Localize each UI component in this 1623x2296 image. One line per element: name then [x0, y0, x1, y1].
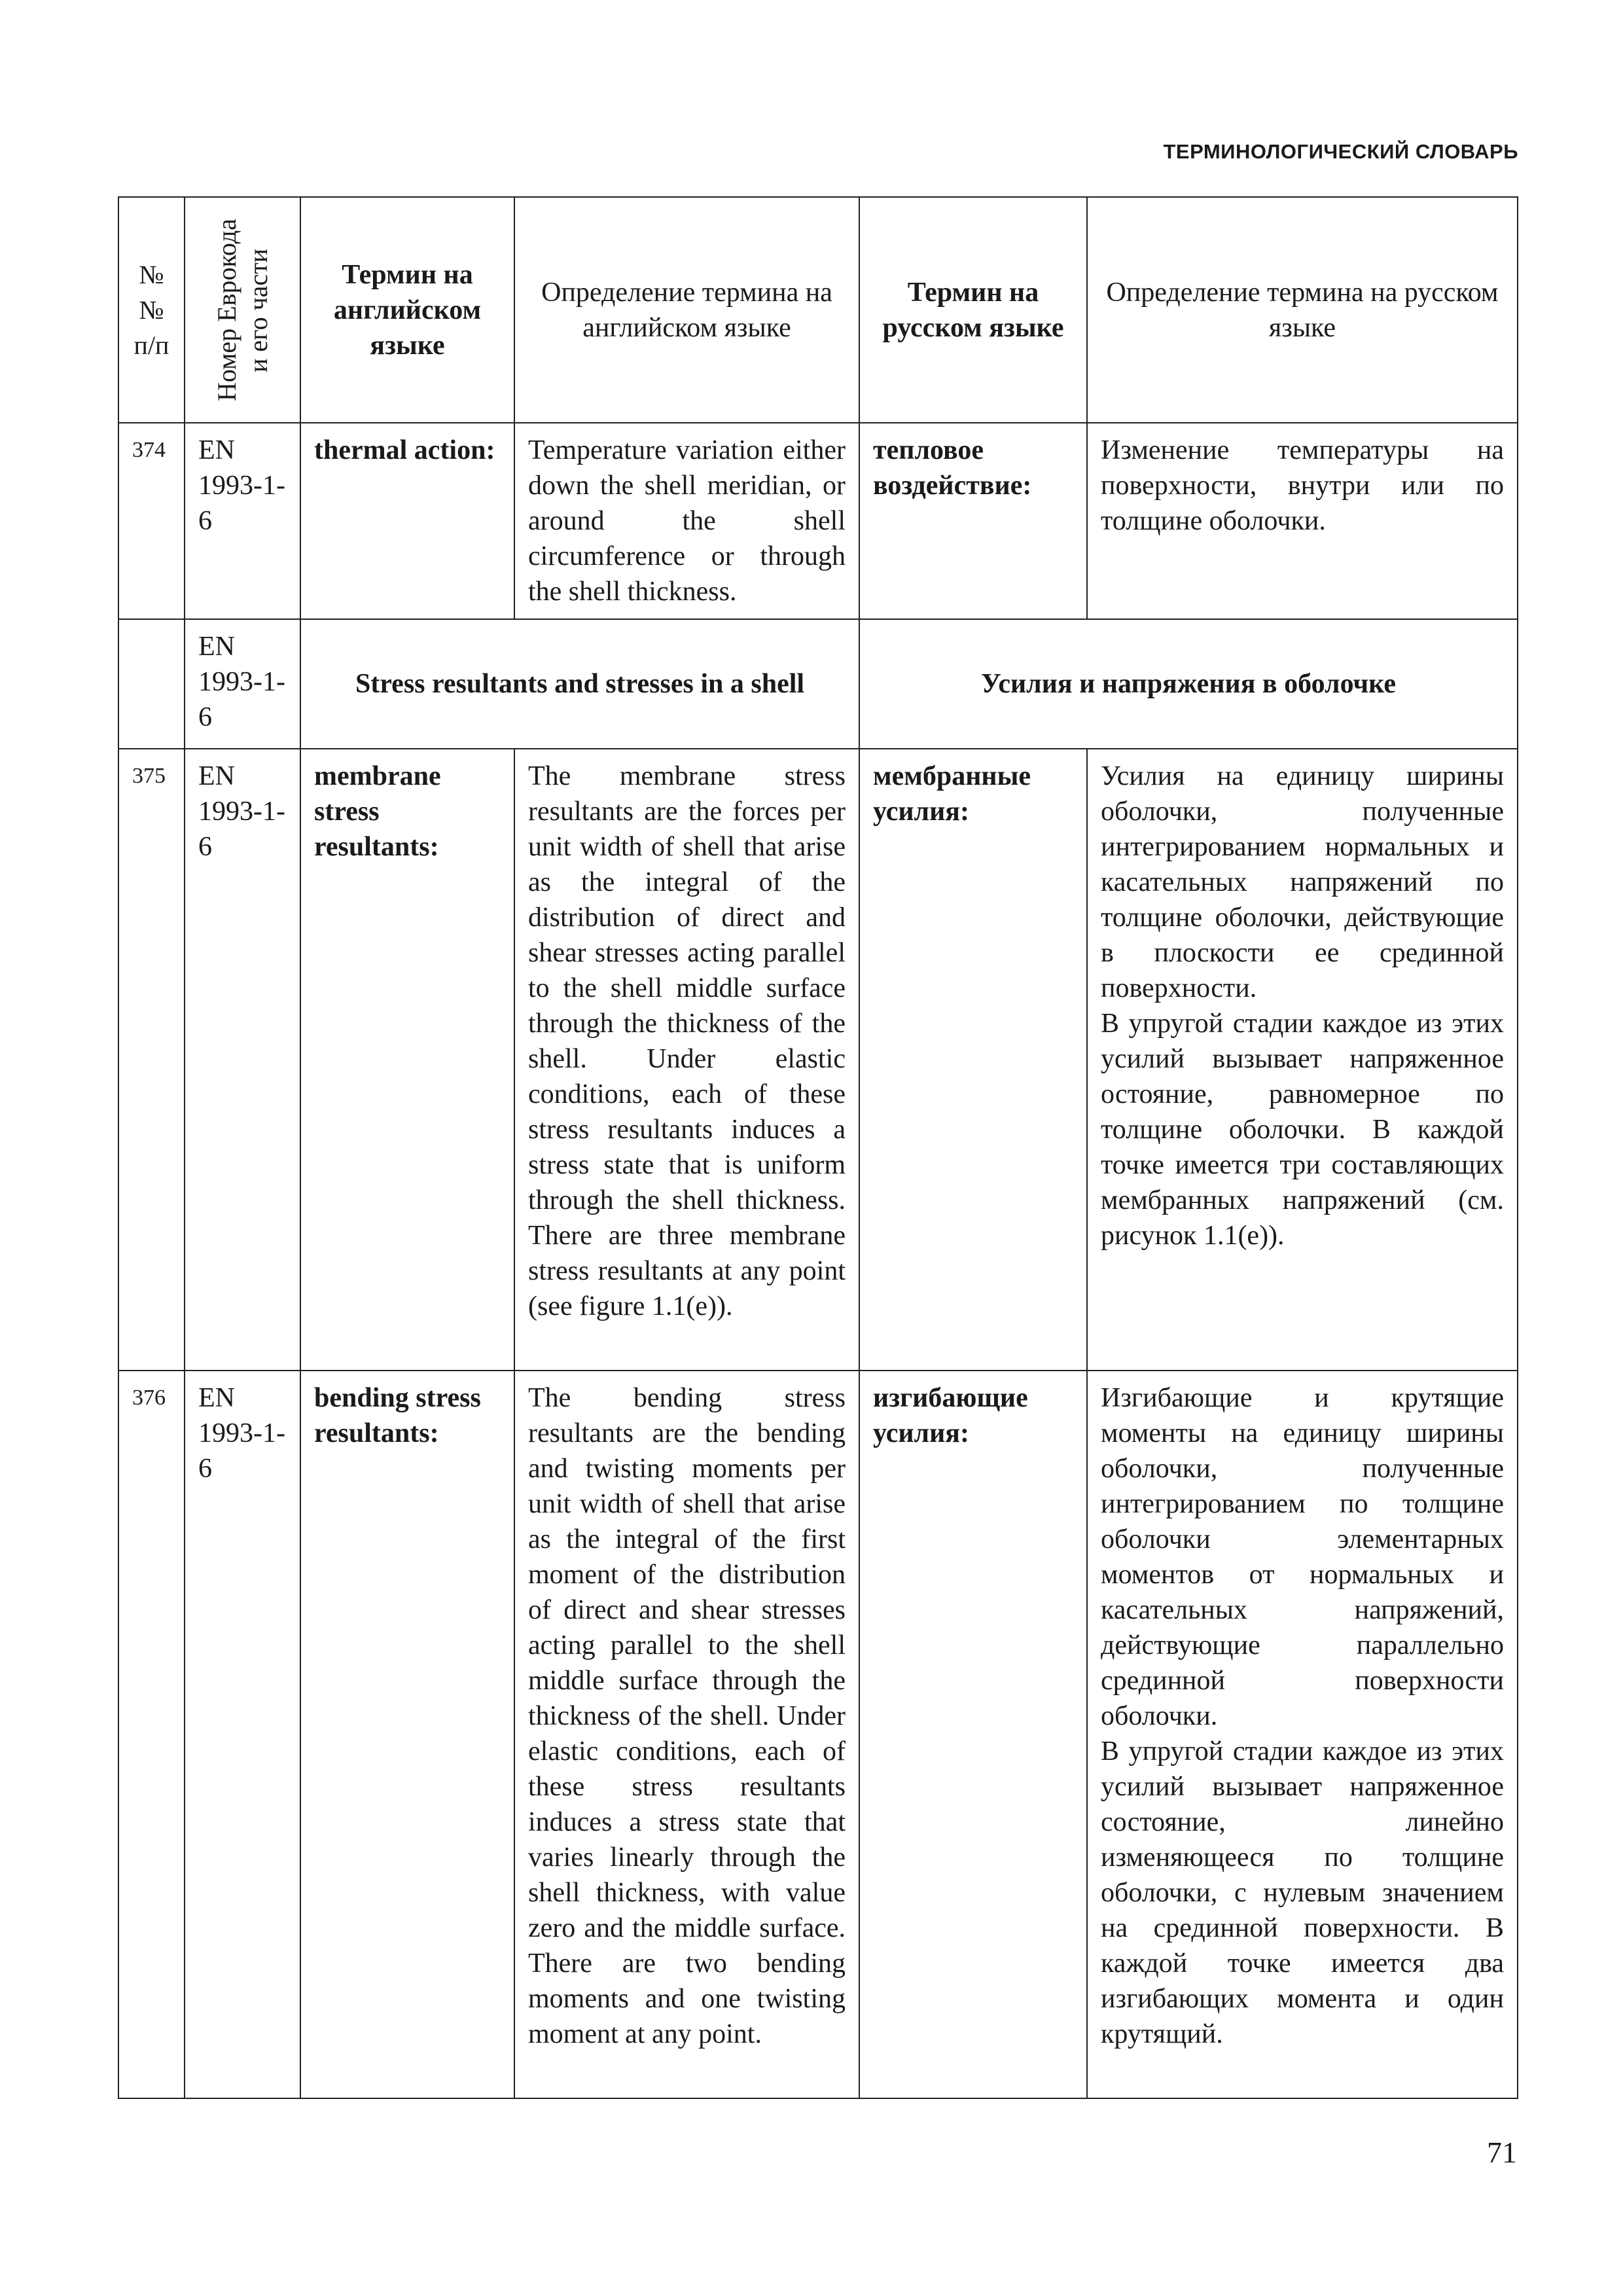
row-source: EN 1993-1-6	[185, 749, 300, 1371]
term-en: bending stress resultants:	[300, 1371, 514, 2098]
col-eurocode-label: Номер Еврокода и его части	[211, 219, 273, 401]
col-num-header: №№ п/п	[118, 197, 185, 423]
section-row	[118, 619, 1518, 749]
row-number: 376	[118, 1371, 185, 2098]
definition-en: The bending stress resultants are the bending and twisting moments per unit width of shell that arise as the integral of the first moment of the distribution of direct and shear stresses acting parallel to the shell middle surface through the thickness of the shell. Under elastic conditions, each of these stress resultants induces a stress state that varies linearly through the shell thickness, with value zero and the middle surface. There are two bending moments and one twisting moment at any point.	[514, 1371, 859, 2098]
term-en: membrane stress resultants:	[300, 749, 514, 1371]
definition-ru: Изменение температуры на поверхности, внутри или по толщине оболочки.	[1087, 423, 1518, 619]
col-eurocode-header	[185, 197, 300, 423]
definition-ru-paragraph: Изгибающие и крутящие моменты на единицу ширины оболочки, полученные интегрированием по толщине оболочки элементарных моментов от нормальных и касательных напряжений, действующие параллельно срединной поверхности оболочки.	[1101, 1383, 1504, 1731]
col-def-en-header: Определение термина на английском языке	[514, 197, 859, 423]
table-row	[118, 1371, 1518, 2098]
table-row	[118, 423, 1518, 619]
term-en: thermal action:	[300, 423, 514, 619]
term-ru: тепловое воздействие:	[859, 423, 1087, 619]
definition-ru-paragraph: В упругой стадии каждое из этих усилий вызывает напряженное состояние, линейно изменяющееся по толщине оболочки, с нулевым значением на срединной поверхности. В каждой точке имеется два изгибающих момента и один крутящий.	[1101, 1736, 1504, 2049]
definition-ru	[1087, 1371, 1518, 2098]
term-ru: изгибающие усилия:	[859, 1371, 1087, 2098]
glossary-table	[118, 196, 1518, 2099]
definition-en: The membrane stress resultants are the forces per unit width of shell that arise as the integral of the distribution of direct and shear stresses acting parallel to the shell middle surface through the thickness of the shell. Under elastic conditions, each of these stress resultants induces a stress state that is uniform through the shell thickness. There are three membrane stress resultants at any point (see figure 1.1(e)).	[514, 749, 859, 1371]
section-title-ru: Усилия и напряжения в оболочке	[859, 619, 1518, 749]
col-term-en-header: Термин на английском языке	[300, 197, 514, 423]
definition-ru-paragraph: Усилия на единицу ширины оболочки, полученные интегрированием нормальных и касательных напряжений по толщине оболочки, действующие в плоскости ее срединной поверхности.	[1101, 761, 1504, 1003]
table-row	[118, 749, 1518, 1371]
row-number: 374	[118, 423, 185, 619]
definition-en: Temperature variation either down the shell meridian, or around the shell circumference or through the shell thickness.	[514, 423, 859, 619]
col-term-ru-header: Термин на русском языке	[859, 197, 1087, 423]
row-source: EN 1993-1-6	[185, 1371, 300, 2098]
term-ru: мембранные усилия:	[859, 749, 1087, 1371]
col-def-ru-header: Определение термина на русском языке	[1087, 197, 1518, 423]
page-number: 71	[1487, 2136, 1517, 2169]
row-number-empty	[118, 619, 185, 749]
row-source: EN 1993-1-6	[185, 619, 300, 749]
definition-ru-paragraph: В упругой стадии каждое из этих усилий вызывает напряженное остояние, равномерное по толщине оболочки. В каждой точке имеется три составляющих мембранных напряжений (см. рисунок 1.1(e)).	[1101, 1009, 1504, 1251]
row-source: EN 1993-1-6	[185, 423, 300, 619]
header-row	[118, 197, 1518, 423]
running-head: ТЕРМИНОЛОГИЧЕСКИЙ СЛОВАРЬ	[1163, 140, 1518, 163]
section-title-en: Stress resultants and stresses in a shell	[300, 619, 859, 749]
definition-ru	[1087, 749, 1518, 1371]
row-number: 375	[118, 749, 185, 1371]
